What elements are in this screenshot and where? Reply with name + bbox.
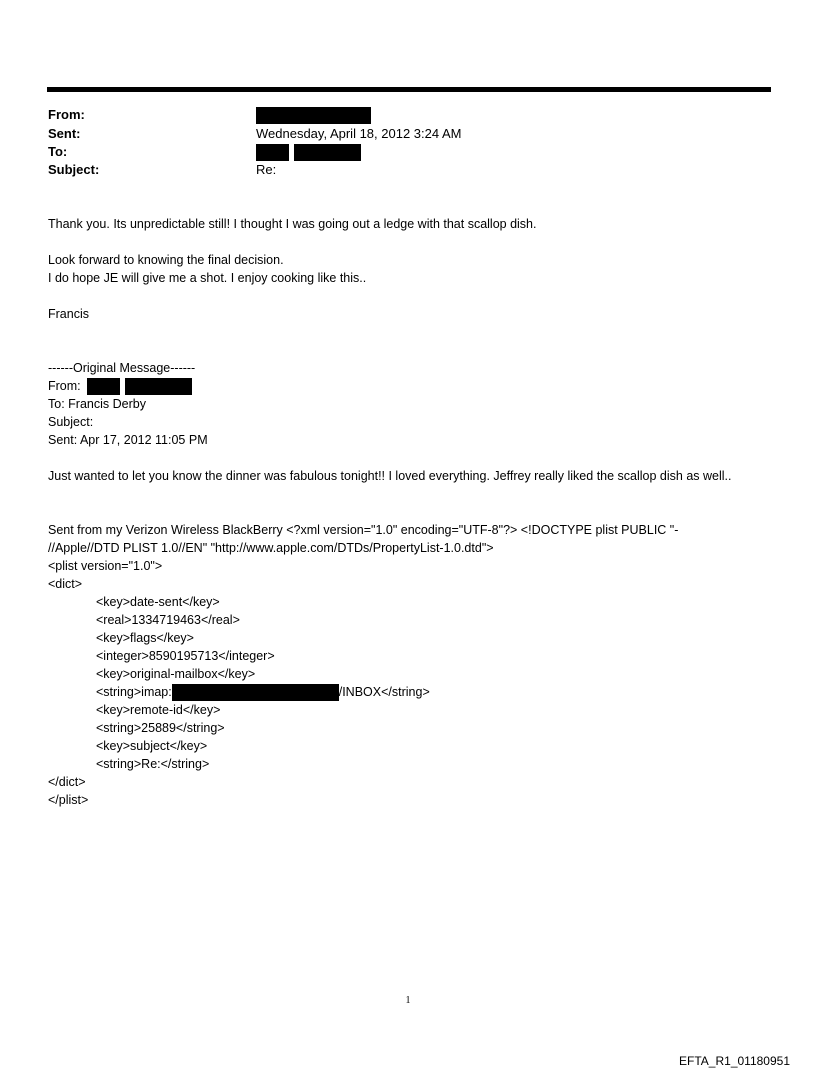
- dict-close: </dict>: [48, 775, 86, 789]
- subject-label: Subject:: [48, 162, 100, 177]
- document-id: EFTA_R1_01180951: [679, 1054, 790, 1068]
- blackberry-footer-line: //Apple//DTD PLIST 1.0//EN" "http://www.apple.com/DTDs/PropertyList-1.0.dtd">: [48, 541, 494, 555]
- original-subject-line: Subject:: [48, 415, 94, 429]
- from-value: [256, 106, 371, 124]
- body-line: I do hope JE will give me a shot. I enjoy cooking like this..: [48, 271, 367, 285]
- original-sent-line: Sent: Apr 17, 2012 11:05 PM: [48, 433, 208, 447]
- plist-line: <key>subject</key>: [96, 739, 208, 753]
- blackberry-footer-line: Sent from my Verizon Wireless BlackBerry <?xml version="1.0" encoding="UTF-8"?> <!DOCTYPE plist PUBLIC "-: [48, 523, 679, 537]
- dict-open: <dict>: [48, 577, 83, 591]
- original-to-line: To: Francis Derby: [48, 397, 146, 411]
- original-message-text: Just wanted to let you know the dinner was fabulous tonight!! I loved everything. Jeffrey really liked the scallop dish as well..: [48, 469, 732, 483]
- imap-suffix: /INBOX</string>: [338, 685, 430, 699]
- redaction-block: [125, 378, 192, 395]
- plist-line: <integer>8590195713</integer>: [96, 649, 275, 663]
- plist-open: <plist version="1.0">: [48, 559, 163, 573]
- page-number: 1: [405, 995, 411, 1006]
- body-line: Look forward to knowing the final decision.: [48, 253, 284, 267]
- to-value: [256, 143, 361, 161]
- redaction-block: [87, 378, 120, 395]
- plist-line: <string>25889</string>: [96, 721, 225, 735]
- redaction-block: [256, 144, 289, 161]
- signature: Francis: [48, 307, 89, 321]
- redaction-block: [172, 684, 339, 701]
- header-rule: [47, 87, 771, 92]
- plist-line: <key>remote-id</key>: [96, 703, 221, 717]
- redaction-block: [256, 107, 371, 124]
- plist-close: </plist>: [48, 793, 89, 807]
- sent-value: Wednesday, April 18, 2012 3:24 AM: [256, 126, 462, 141]
- imap-prefix: <string>imap:: [96, 685, 172, 699]
- subject-value: Re:: [256, 162, 277, 177]
- plist-line: <key>date-sent</key>: [96, 595, 220, 609]
- redaction-block: [294, 144, 361, 161]
- sent-label: Sent:: [48, 126, 81, 141]
- plist-line: <string>Re:</string>: [96, 757, 210, 771]
- plist-line: <key>original-mailbox</key>: [96, 667, 256, 681]
- original-from-label: From:: [48, 379, 81, 393]
- from-label: From:: [48, 107, 85, 122]
- original-message-divider: ------Original Message------: [48, 361, 196, 375]
- original-from-row: [48, 377, 192, 395]
- plist-line: <key>flags</key>: [96, 631, 194, 645]
- to-label: To:: [48, 144, 68, 159]
- body-line: Thank you. Its unpredictable still! I thought I was going out a ledge with that scallop dish.: [48, 217, 537, 231]
- plist-imap-line: [96, 683, 430, 701]
- plist-line: <real>1334719463</real>: [96, 613, 240, 627]
